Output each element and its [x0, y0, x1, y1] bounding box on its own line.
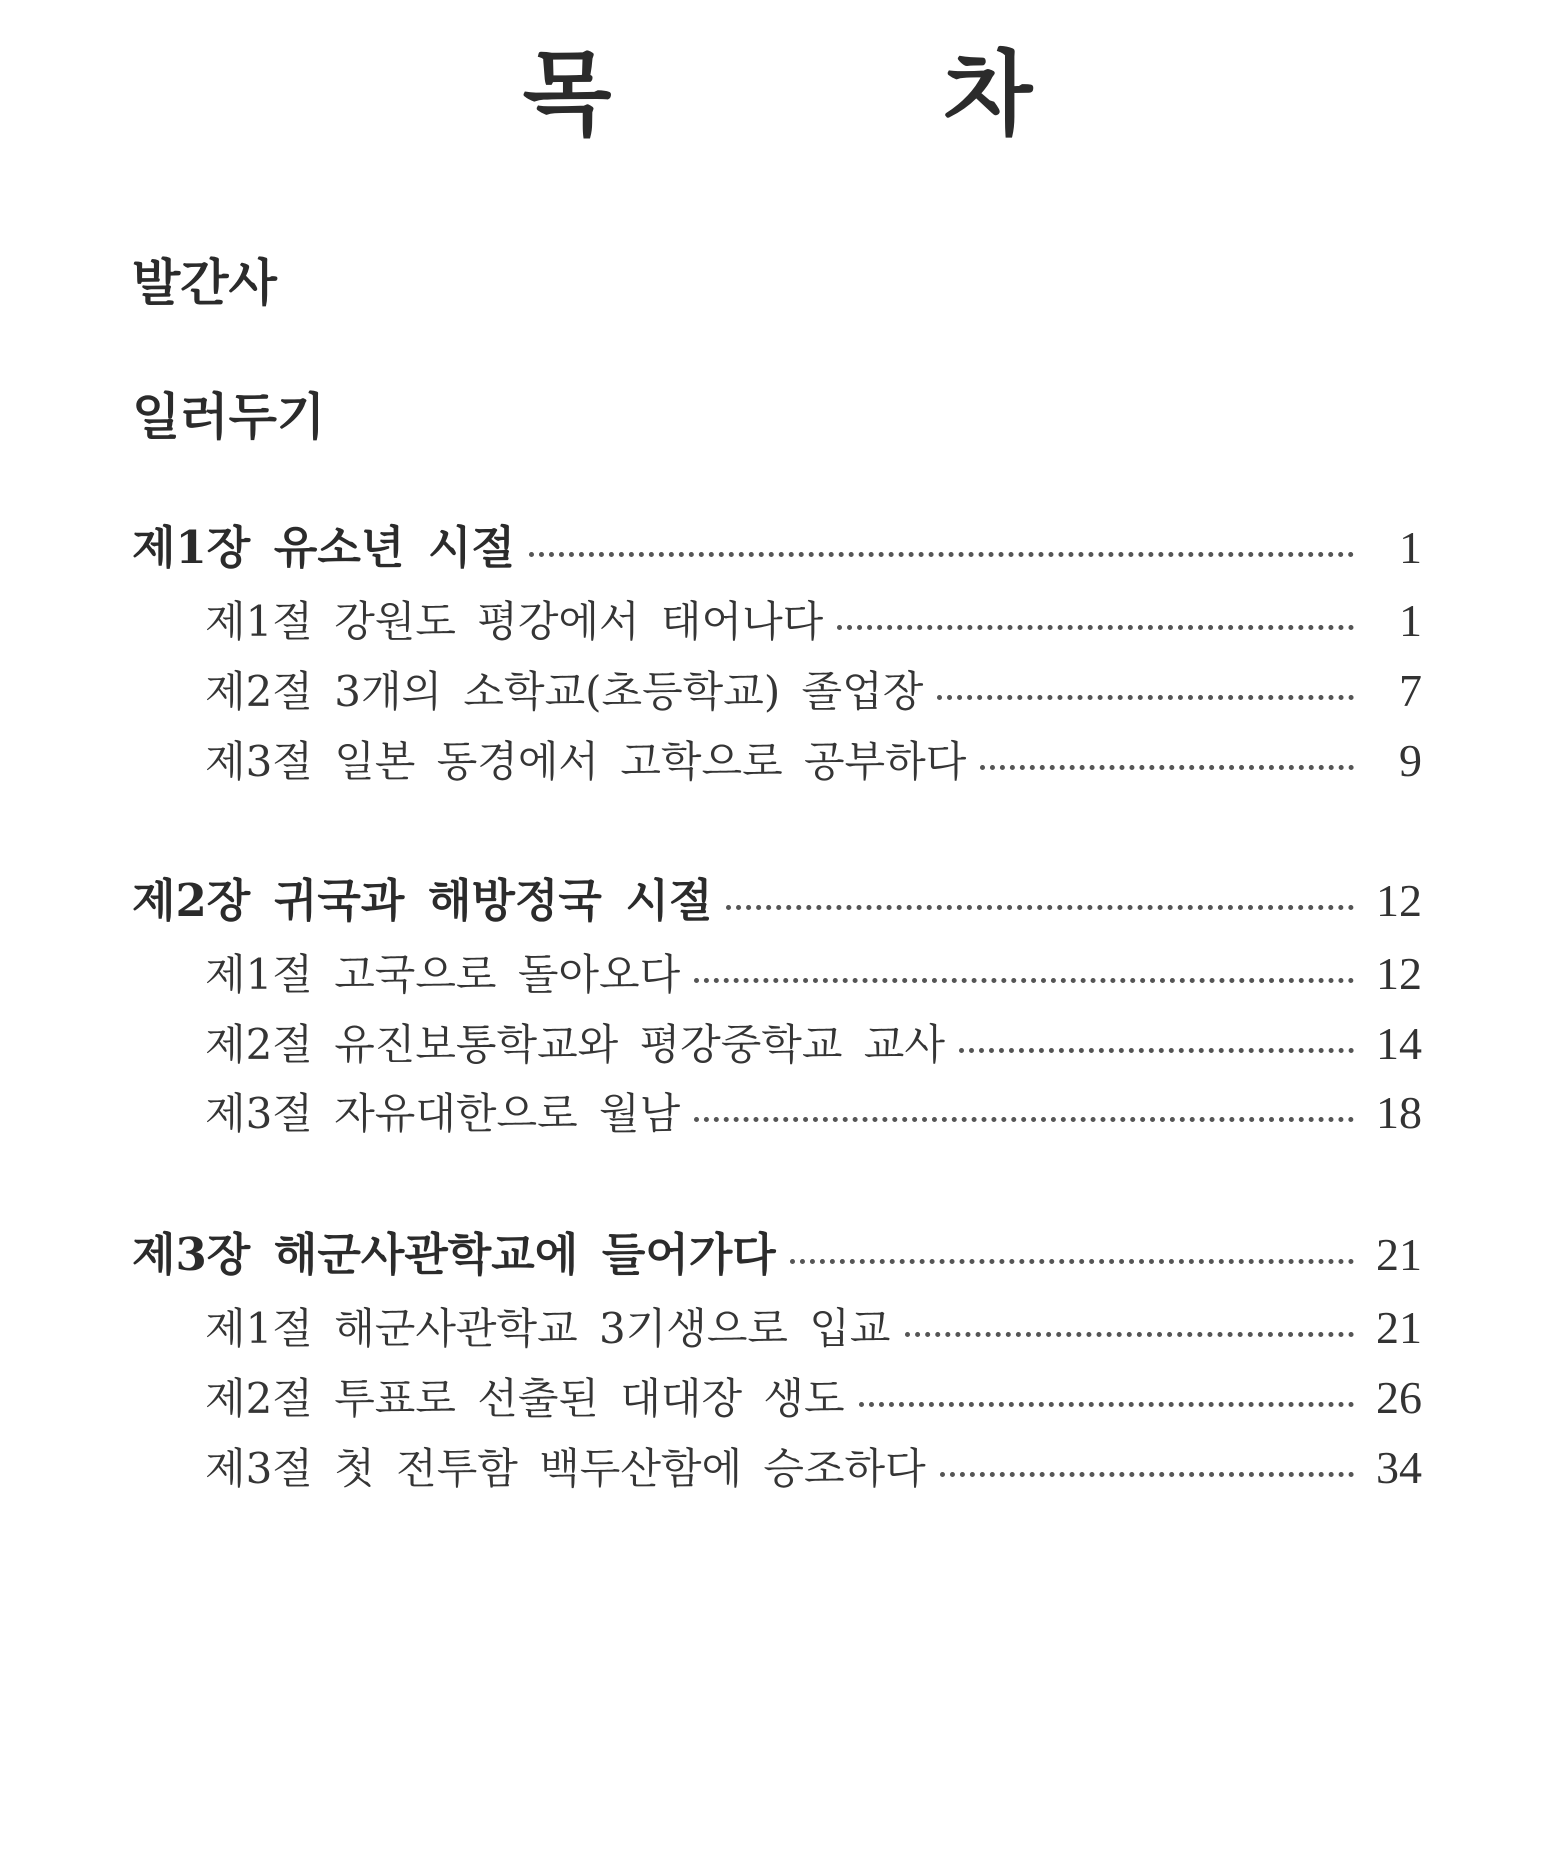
page-number: 26	[1376, 1372, 1422, 1423]
front-matter-notes[interactable]: 일러두기	[132, 387, 326, 446]
dot-leader	[859, 1402, 1354, 1407]
dot-leader	[529, 552, 1354, 557]
page-number: 1	[1399, 522, 1422, 573]
page-number: 34	[1376, 1442, 1422, 1493]
toc-section[interactable]	[205, 948, 1422, 999]
toc-section[interactable]	[205, 1018, 1422, 1069]
page-number: 18	[1376, 1087, 1422, 1138]
dot-leader	[726, 905, 1354, 910]
page-number: 1	[1399, 595, 1422, 646]
toc-section[interactable]	[205, 735, 1422, 786]
section-title: 제1절 고국으로 돌아오다	[205, 950, 681, 999]
dot-leader	[959, 1048, 1354, 1053]
chapter-title: 제3장 해군사관학교에 들어가다	[132, 1228, 776, 1281]
dot-leader	[937, 695, 1354, 700]
section-title: 제3절 일본 동경에서 고학으로 공부하다	[205, 737, 967, 786]
page-number: 21	[1376, 1229, 1422, 1280]
page-number: 12	[1376, 875, 1422, 926]
dot-leader	[940, 1472, 1354, 1477]
page-number: 7	[1399, 665, 1422, 716]
toc-section[interactable]	[205, 1372, 1422, 1423]
toc-section[interactable]	[205, 1442, 1422, 1493]
dot-leader	[694, 1117, 1354, 1122]
toc-chapter-1[interactable]	[132, 521, 1422, 574]
dot-leader	[790, 1259, 1354, 1264]
toc-section[interactable]	[205, 665, 1422, 716]
toc-section[interactable]	[205, 1087, 1422, 1138]
section-title: 제2절 유진보통학교와 평강중학교 교사	[205, 1020, 945, 1069]
section-title: 제2절 투표로 선출된 대대장 생도	[205, 1374, 845, 1423]
dot-leader	[694, 978, 1354, 983]
toc-section[interactable]	[205, 1302, 1422, 1353]
page-number: 12	[1376, 948, 1422, 999]
chapter-title: 제2장 귀국과 해방정국 시절	[132, 874, 713, 927]
section-title: 제3절 자유대한으로 월남	[205, 1089, 681, 1138]
chapter-title: 제1장 유소년 시절	[132, 521, 515, 574]
section-title: 제1절 강원도 평강에서 태어나다	[205, 597, 824, 646]
page-number: 9	[1399, 735, 1422, 786]
toc-chapter-3[interactable]	[132, 1228, 1422, 1281]
page-number: 21	[1376, 1302, 1422, 1353]
section-title: 제1절 해군사관학교 3기생으로 입교	[205, 1304, 891, 1353]
section-title: 제2절 3개의 소학교(초등학교) 졸업장	[205, 667, 924, 716]
toc-section[interactable]	[205, 595, 1422, 646]
front-matter-foreword[interactable]: 발간사	[132, 253, 277, 312]
dot-leader	[980, 765, 1354, 770]
page-number: 14	[1376, 1018, 1422, 1069]
dot-leader	[837, 625, 1354, 630]
page-title: 목 차	[522, 40, 1183, 148]
toc-chapter-2[interactable]	[132, 874, 1422, 927]
dot-leader	[905, 1332, 1354, 1337]
section-title: 제3절 첫 전투함 백두산함에 승조하다	[205, 1444, 926, 1493]
